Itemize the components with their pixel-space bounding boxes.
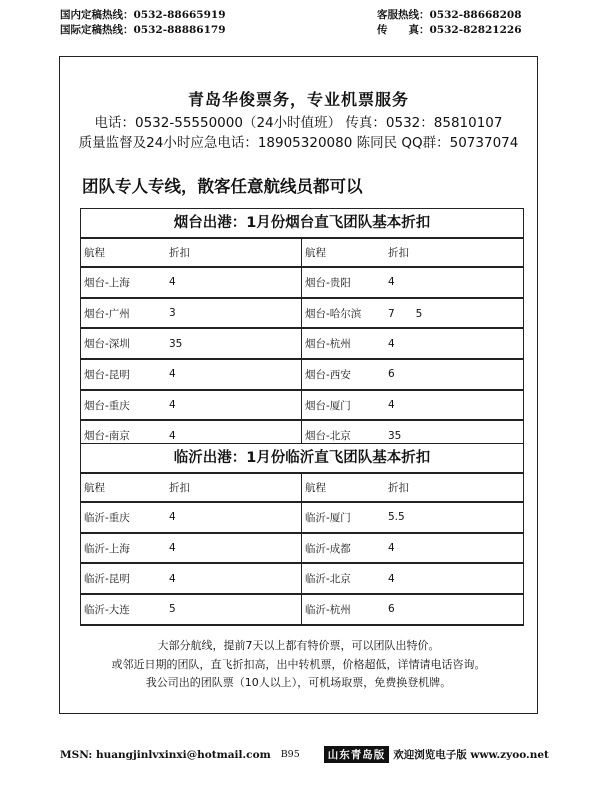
route-cell	[81, 595, 302, 624]
route-cell	[81, 534, 302, 563]
header-discount: 折扣	[169, 482, 190, 494]
route-name: 烟台-西安	[305, 368, 351, 381]
service-hotline: 客服热线：0532-88668208	[377, 9, 522, 21]
route-discount: 6	[388, 368, 395, 381]
route-cell	[81, 564, 302, 593]
header-cell	[302, 474, 523, 501]
route-cell	[302, 534, 523, 563]
edition-logo: 山东青岛版	[324, 746, 390, 763]
route-name: 临沂-成都	[305, 542, 351, 555]
route-cell	[81, 329, 302, 358]
route-name: 烟台-贵阳	[305, 276, 351, 289]
route-cell	[302, 268, 523, 297]
route-cell	[302, 391, 523, 420]
route-cell	[302, 595, 523, 624]
international-hotline: 国际定稿热线：0532-88886179	[60, 24, 226, 36]
route-discount: 5.5	[388, 511, 405, 524]
route-name: 烟台-广州	[84, 307, 130, 320]
route-discount: 4	[169, 542, 176, 555]
linyi-table-title: 临沂出港：1月份临沂直飞团队基本折扣	[81, 444, 523, 474]
table-row	[81, 564, 523, 595]
company-title: 青岛华俊票务，专业机票服务	[187, 90, 409, 109]
route-cell	[302, 503, 523, 532]
route-discount: 4	[169, 276, 176, 289]
route-cell	[81, 360, 302, 389]
table-header-row	[81, 239, 523, 268]
route-name: 烟台-南京	[84, 430, 130, 443]
header-cell	[81, 474, 302, 501]
route-name: 临沂-杭州	[305, 603, 351, 616]
footnote-line: 或邻近日期的团队，直飞折扣高，出中转机票，价格超低，详情请电话咨询。	[111, 657, 486, 671]
table-row	[81, 391, 523, 422]
route-discount: 35	[169, 337, 183, 350]
route-name: 烟台-北京	[305, 430, 351, 443]
route-discount: 4	[388, 542, 395, 555]
footnotes	[60, 637, 537, 693]
header-discount: 折扣	[169, 247, 190, 259]
route-discount: 4	[169, 429, 176, 442]
ad-frame	[59, 56, 538, 714]
route-discount: 4	[388, 337, 395, 350]
route-discount: 3	[169, 307, 176, 320]
table-row	[81, 534, 523, 565]
route-name: 临沂-上海	[84, 542, 130, 555]
company-phone: 电话：0532-55550000（24小时值班） 传真：0532：85810107	[94, 115, 503, 131]
route-name: 烟台-深圳	[84, 338, 130, 351]
msn-contact: MSN: huangjinlvxinxi@hotmail.com	[60, 748, 271, 761]
route-discount: 4	[388, 276, 395, 289]
footnote-line: 我公司出的团队票（10人以上），可机场取票，免费换登机牌。	[145, 676, 452, 689]
route-name: 烟台-重庆	[84, 399, 130, 412]
page-footer	[60, 746, 549, 763]
table-row	[81, 329, 523, 360]
header-discount: 折扣	[388, 247, 409, 259]
hotline-right	[377, 8, 522, 38]
website-link[interactable]: 欢迎浏览电子版 www.zyoo.net	[393, 749, 549, 761]
table-row	[81, 299, 523, 330]
route-name: 临沂-北京	[305, 573, 351, 586]
route-discount: 4	[169, 368, 176, 381]
route-name: 临沂-大连	[84, 603, 130, 616]
route-discount: 4	[388, 572, 395, 585]
header-cell	[81, 239, 302, 266]
header-route: 航程	[84, 482, 105, 494]
route-discount: 4	[169, 572, 176, 585]
table-row	[81, 268, 523, 299]
yantai-discount-table	[80, 208, 524, 452]
route-name: 烟台-厦门	[305, 399, 351, 412]
header-route: 航程	[305, 247, 326, 259]
route-name: 临沂-厦门	[305, 511, 351, 524]
route-cell	[81, 391, 302, 420]
route-discount: 5	[169, 603, 176, 616]
header-cell	[302, 239, 523, 266]
route-name: 烟台-杭州	[305, 338, 351, 351]
table-header-row	[81, 474, 523, 503]
table-row	[81, 595, 523, 626]
route-discount: 6	[388, 603, 395, 616]
table-row	[81, 360, 523, 391]
route-cell	[302, 299, 523, 328]
route-name: 烟台-昆明	[84, 368, 130, 381]
route-name: 烟台-上海	[84, 276, 130, 289]
route-cell	[302, 564, 523, 593]
hotline-left	[60, 8, 226, 38]
route-name: 烟台-哈尔滨	[305, 307, 362, 320]
route-cell	[81, 299, 302, 328]
route-discount: 4	[169, 511, 176, 524]
route-cell	[81, 503, 302, 532]
route-cell	[81, 268, 302, 297]
header-route: 航程	[84, 247, 105, 259]
table-row	[81, 503, 523, 534]
route-cell	[302, 329, 523, 358]
page-number: B95	[280, 749, 300, 760]
yantai-table-title: 烟台出港：1月份烟台直飞团队基本折扣	[81, 209, 523, 239]
footnote-line: 大部分航线，提前7天以上都有特价票，可以团队出特价。	[157, 639, 440, 652]
domestic-hotline: 国内定稿热线：0532-88665919	[60, 9, 226, 21]
route-name: 临沂-重庆	[84, 511, 130, 524]
route-discount: 35	[388, 429, 402, 442]
fax-number: 传 真：0532-82821226	[377, 24, 522, 36]
route-name: 临沂-昆明	[84, 573, 130, 586]
linyi-discount-table	[80, 443, 524, 626]
route-discount: 4	[169, 399, 176, 412]
company-monitor: 质量监督及24小时应急电话：18905320080 陈同民 QQ群：50737074	[78, 135, 519, 151]
route-cell	[302, 360, 523, 389]
slogan: 团队专人专线，散客任意航线员都可以	[82, 177, 363, 196]
header-discount: 折扣	[388, 482, 409, 494]
header-route: 航程	[305, 482, 326, 494]
route-discount: 4	[388, 399, 395, 412]
route-discount: 7 5	[388, 307, 423, 320]
